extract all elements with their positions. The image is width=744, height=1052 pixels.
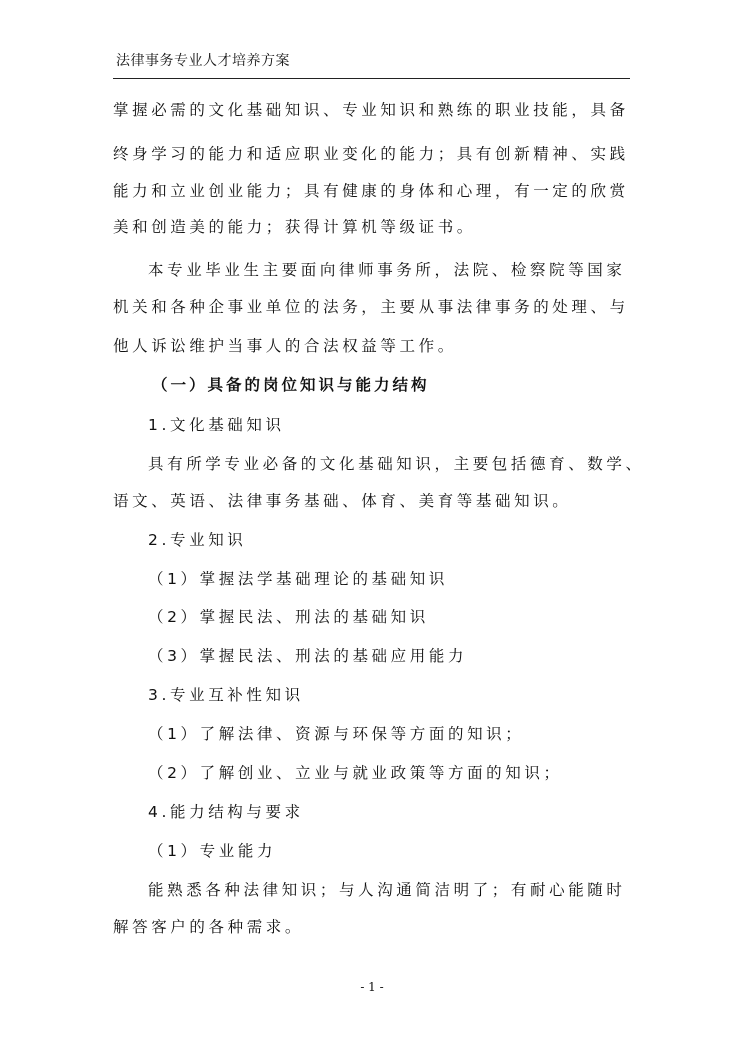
list-item: （1）掌握法学基础理论的基础知识 [148,570,448,588]
paragraph-line: 掌握必需的文化基础知识、专业知识和熟练的职业技能，具备 [113,101,629,119]
paragraph-line: 机关和各种企事业单位的法务，主要从事法律事务的处理、与 [113,298,629,316]
list-item: （3）掌握民法、刑法的基础应用能力 [148,647,468,665]
page-number: - 1 - [360,980,384,994]
paragraph-line: 他人诉讼维护当事人的合法权益等工作。 [113,337,457,355]
paragraph-line: 语文、英语、法律事务基础、体育、美育等基础知识。 [113,492,572,510]
list-item: （2）了解创业、立业与就业政策等方面的知识； [148,764,563,782]
subsection-title: 1.文化基础知识 [148,416,285,434]
subsection-title: 2.专业知识 [148,531,247,549]
document-title: 法律事务专业人才培养方案 [116,53,290,69]
header-divider [113,78,630,79]
paragraph-line: 能熟悉各种法律知识；与人沟通简洁明了；有耐心能随时 [148,881,626,899]
paragraph-line: 具有所学专业必备的文化基础知识，主要包括德育、数学、 [148,455,645,473]
paragraph-line: 美和创造美的能力；获得计算机等级证书。 [113,218,476,236]
subsection-title: 4.能力结构与要求 [148,803,304,821]
paragraph-line: 能力和立业创业能力；具有健康的身体和心理，有一定的欣赏 [113,182,629,200]
list-item: （2）掌握民法、刑法的基础知识 [148,608,429,626]
list-item: （1）了解法律、资源与环保等方面的知识； [148,725,525,743]
list-item: （1）专业能力 [148,842,277,860]
paragraph-line: 终身学习的能力和适应职业变化的能力；具有创新精神、实践 [113,145,629,163]
paragraph-line: 本专业毕业生主要面向律师事务所，法院、检察院等国家 [148,261,626,279]
paragraph-line: 解答客户的各种需求。 [113,918,305,936]
subsection-title: 3.专业互补性知识 [148,686,304,704]
section-heading: （一）具备的岗位知识与能力结构 [152,376,430,394]
